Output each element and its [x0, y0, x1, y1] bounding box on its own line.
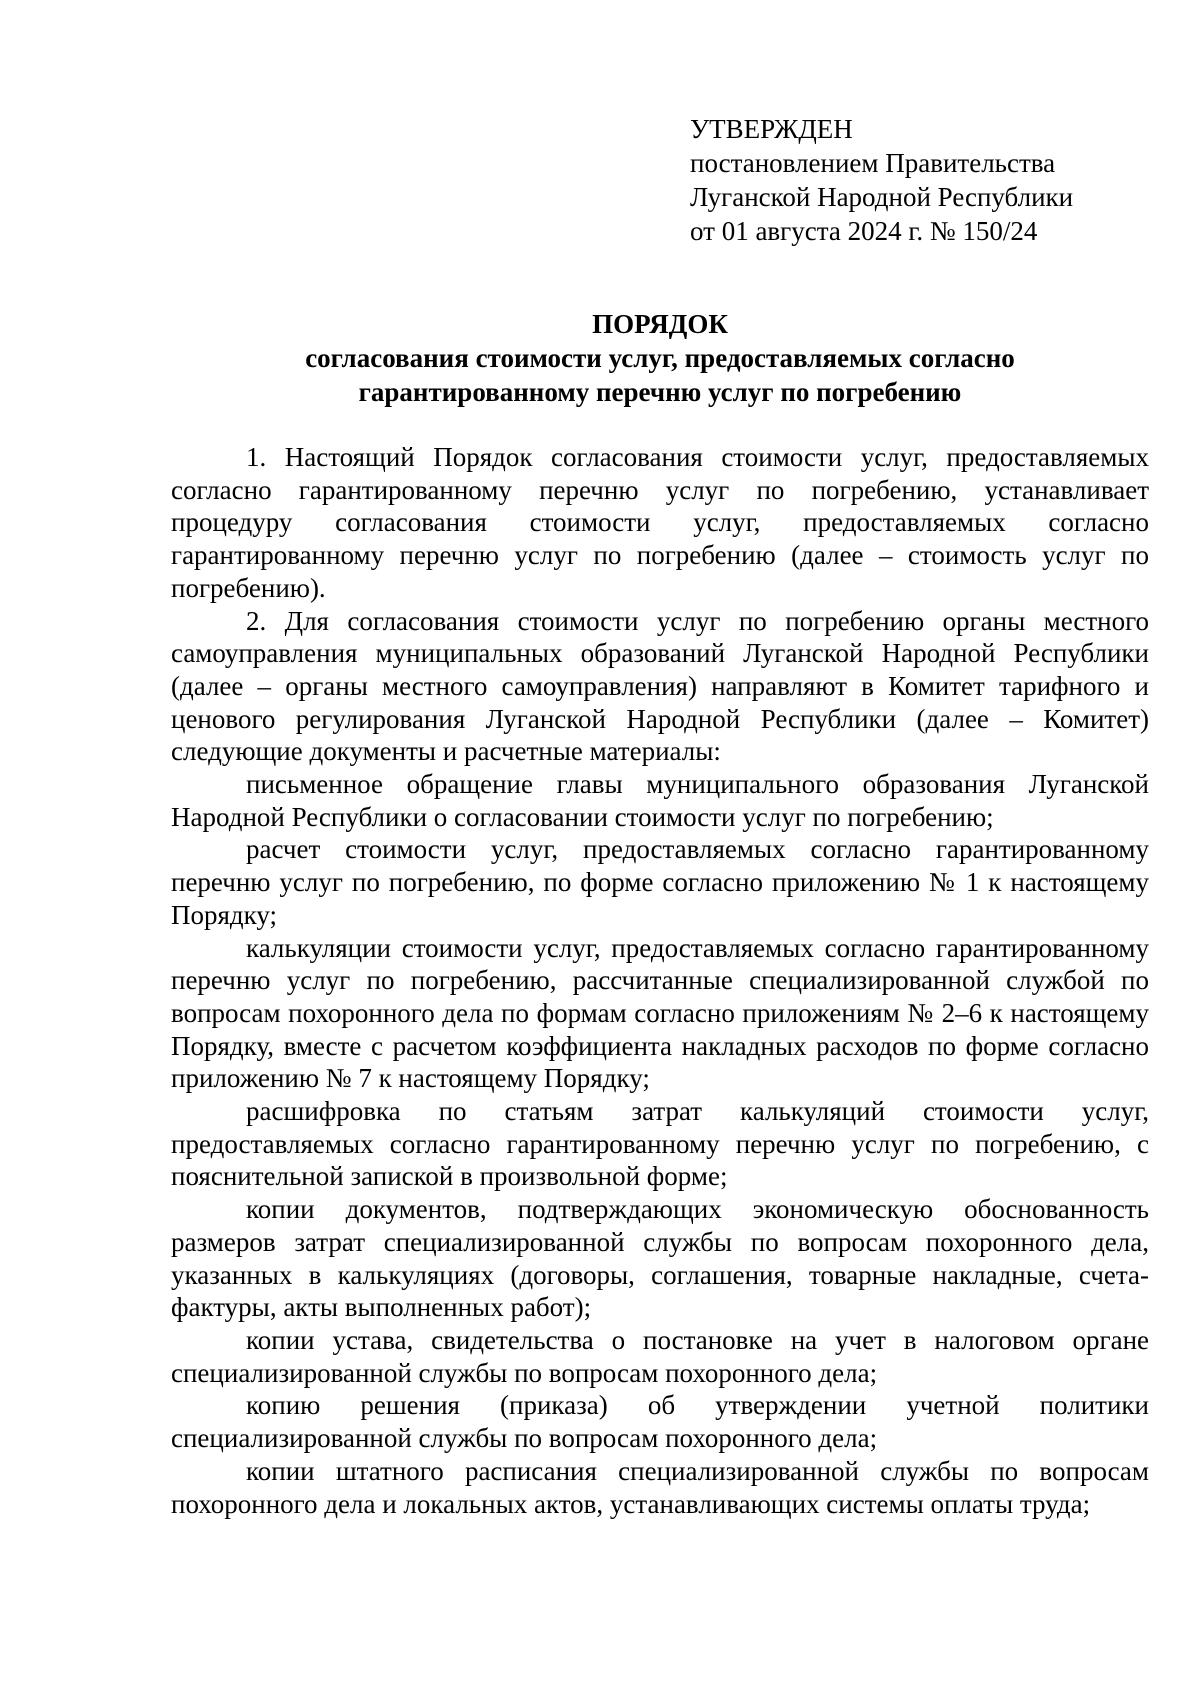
list-item-breakdown: расшифровка по статьям затрат калькуляций стоимости услуг, предоставляемых согласно гарантированному перечню услуг по погребению, с пояснительной запиской в произвольной форме;: [171, 1096, 1149, 1192]
approval-stamp: [690, 112, 1160, 248]
title-main: ПОРЯДОК: [592, 309, 728, 339]
list-item-staffing: копии штатного расписания специализированной службы по вопросам похоронного дела и локальных актов, устанавливающих системы оплаты труда;: [171, 1455, 1149, 1519]
paragraph-1: 1. Настоящий Порядок согласования стоимости услуг, предоставляемых согласно гарантированному перечню услуг по погребению, устанавливает процедуру согласования стоимости услуг, предоставляемых согласно гарантированному перечню услуг по погребению (далее – стоимость услуг по погребению).: [171, 442, 1149, 603]
list-item-costings: калькуляции стоимости услуг, предоставляемых согласно гарантированному перечню услуг по погребению, рассчитанные специализированной службой по вопросам похоронного дела по формам согласно приложениям № 2–6 к настоящему Порядку, вместе с расчетом коэффициента накладных расходов по форме согласно приложению № 7 к настоящему Порядку;: [171, 932, 1149, 1094]
title-subtitle-line1: согласования стоимости услуг, предоставляемых согласно: [305, 343, 1015, 373]
paragraph-2: 2. Для согласования стоимости услуг по погребению органы местного самоуправления муниципальных образований Луганской Народной Республики (далее – органы местного самоуправления) направляют в Комитет тарифного и ценового регулирования Луганской Народной Республики (далее – Комитет) следующие документы и расчетные материалы:: [171, 605, 1149, 767]
approval-authority: постановлением Правительства: [690, 148, 1056, 178]
approval-date-number: от 01 августа 2024 г. № 150/24: [690, 216, 1038, 246]
document-body: [171, 441, 1149, 1520]
list-item-cost-documents: копии документов, подтверждающих экономическую обоснованность размеров затрат специализированной службы по вопросам похоронного дела, указанных в калькуляциях (договоры, соглашения, товарные накладные, счета-фактуры, акты выполненных работ);: [171, 1194, 1149, 1323]
title-subtitle-line2: гарантированному перечню услуг по погребению: [358, 377, 962, 407]
list-item-calculation: расчет стоимости услуг, предоставляемых согласно гарантированному перечню услуг по погребению, по форме согласно приложению № 1 к настоящему Порядку;: [171, 834, 1149, 930]
approval-republic: Луганской Народной Республики: [690, 182, 1074, 212]
list-item-appeal: письменное обращение главы муниципального образования Луганской Народной Республики о согласовании стоимости услуг по погребению;: [171, 769, 1149, 832]
list-item-accounting-policy: копию решения (приказа) об утверждении учетной политики специализированной службы по вопросам похоронного дела;: [171, 1390, 1149, 1454]
list-item-charter: копии устава, свидетельства о постановке на учет в налоговом органе специализированной службы по вопросам похоронного дела;: [171, 1324, 1149, 1388]
document-title: [171, 307, 1149, 409]
approval-heading: УТВЕРЖДЕН: [690, 114, 853, 144]
